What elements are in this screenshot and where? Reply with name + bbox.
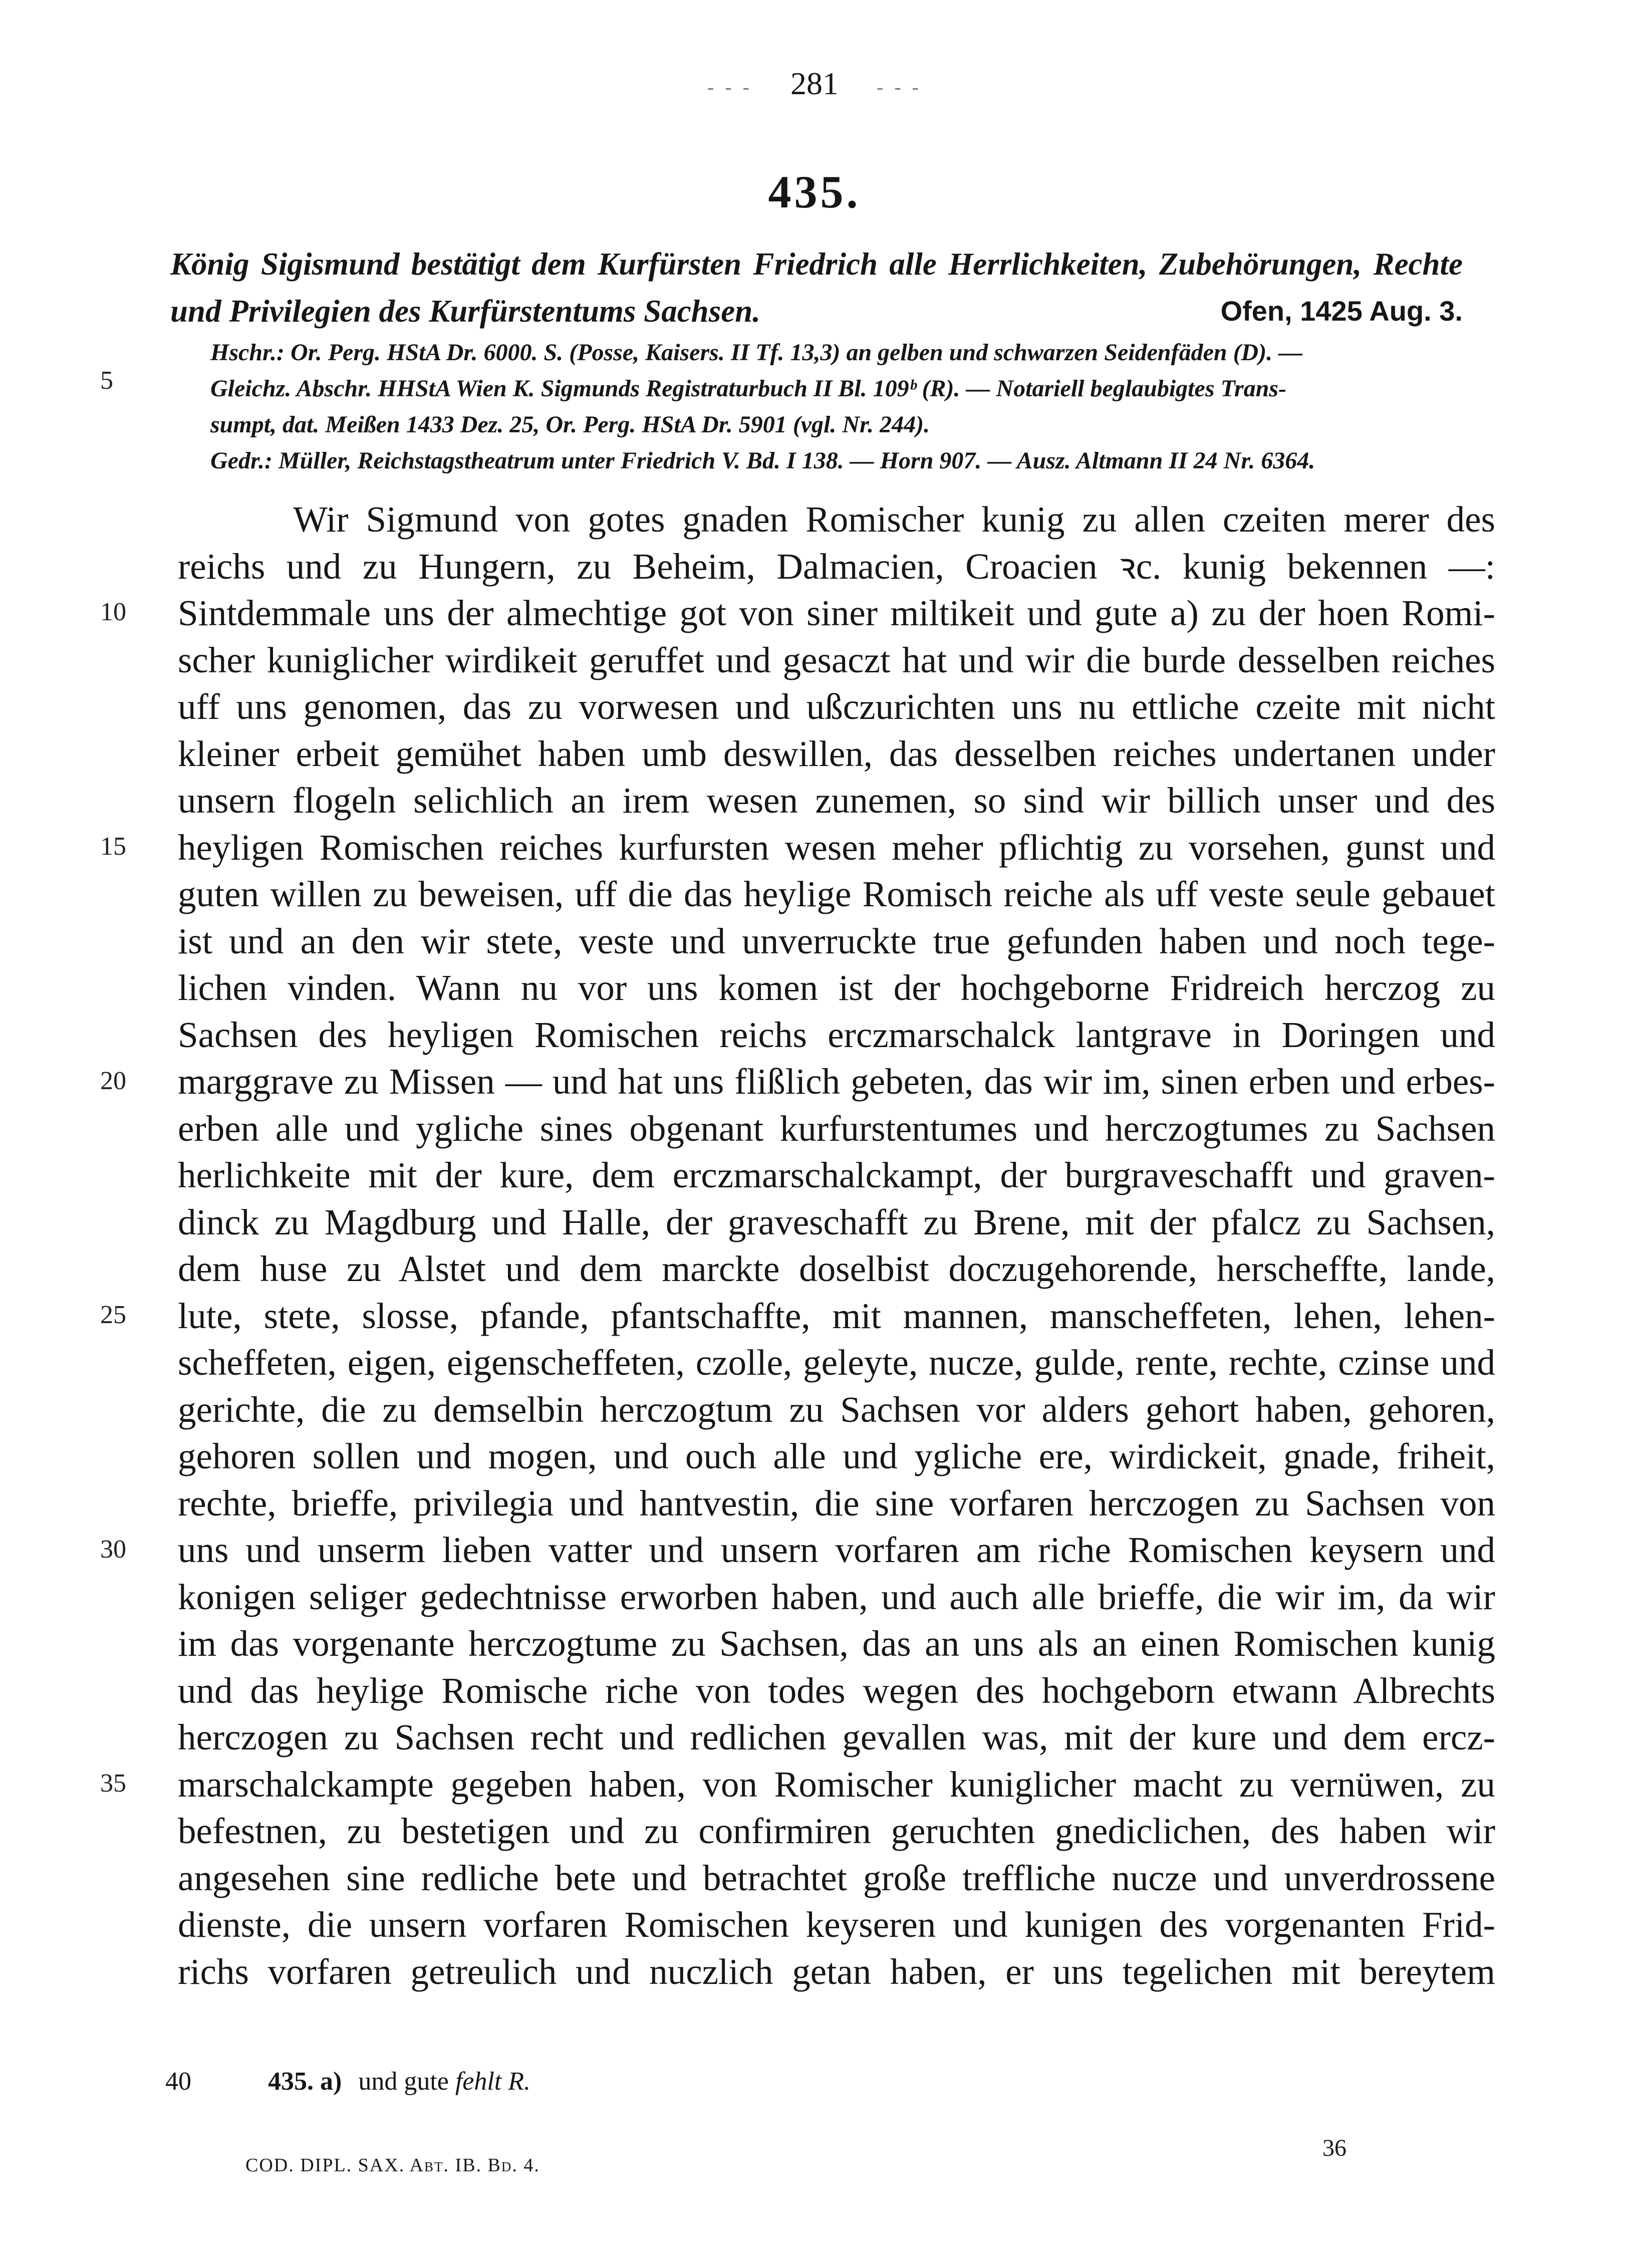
apparatus-line-4: Gedr.: Müller, Reichstagstheatrum unter Friedrich V. Bd. I 138. — Horn 907. — Ausz. Altmann II 24 Nr. 6364. <box>210 447 1315 474</box>
text-line: rechte, brieffe, privilegia und hantvestin, die sine vorfaren herczogen zu Sachsen von <box>178 1482 1495 1524</box>
text-line: Sachsen des heyligen Romischen reichs erczmarschalck lantgrave in Doringen und <box>178 1014 1495 1055</box>
apparatus-line-1: Hschr.: Or. Perg. HStA Dr. 6000. S. (Posse, Kaisers. II Tf. 13,3) an gelben und schwarzen Seidenfäden (D). — <box>210 339 1303 366</box>
document-number: 435. <box>768 166 861 217</box>
text-line: dienste, die unsern vorfaren Romischen keyseren und kunigen des vorgenanten Frid- <box>178 1904 1495 1945</box>
text-line: richs vorfaren getreulich und nuczlich getan haben, er uns tegelichen mit bereytem <box>178 1951 1495 1992</box>
header-rule-left: - - - <box>707 75 752 98</box>
text-line: Wir Sigmund von gotes gnaden Romischer kunig zu allen czeiten merer des <box>293 499 1495 540</box>
apparatus-line-2: Gleichz. Abschr. HHStA Wien K. Sigmunds Registraturbuch II Bl. 109ᵇ (R). — Notariell beglaubigtes Trans- <box>210 375 1287 402</box>
text-line: ist und an den wir stete, veste und unverruckte true gefunden haben und noch tege- <box>178 920 1495 961</box>
text-line: marschalckampte gegeben haben, von Romischer kuniglicher macht zu vernüwen, zu <box>178 1763 1495 1805</box>
regest <box>170 240 1463 335</box>
text-line: unsern flogeln selichlich an irem wesen zunemen, so sind wir billich unser und des <box>178 780 1495 821</box>
line-number-30: 30 <box>100 1535 126 1564</box>
footnote-text: und gute <box>358 2067 449 2096</box>
text-line: marggrave zu Missen — und hat uns flißlich gebeten, das wir im, sinen erben und erbes- <box>178 1061 1495 1102</box>
text-line: herlichkeite mit der kure, dem erczmarschalckampt, der burgraveschafft und graven- <box>178 1155 1495 1195</box>
line-number-15: 15 <box>100 832 126 861</box>
sheet-number: 36 <box>1322 2135 1346 2161</box>
regest-line-2-text: und Privilegien des Kurfürstentums Sachsen. <box>170 294 760 329</box>
text-line: guten willen zu beweisen, uff die das heylige Romisch reiche als uff veste seule gebauet <box>178 874 1495 914</box>
footnote <box>165 2067 530 2096</box>
footnote-italic-text: fehlt R. <box>455 2067 531 2096</box>
line-number-5: 5 <box>100 366 113 395</box>
text-line: reichs und zu Hungern, zu Beheim, Dalmacien, Croacien ꝛc. kunig bekennen —: <box>178 546 1495 587</box>
text-line: herczogen zu Sachsen recht und redlichen gevallen was, mit der kure und dem ercz- <box>178 1717 1495 1757</box>
regest-line-2 <box>170 288 1463 335</box>
line-number-10: 10 <box>100 598 126 626</box>
apparatus-line-3: sumpt, dat. Meißen 1433 Dez. 25, Or. Perg. HStA Dr. 5901 (vgl. Nr. 244). <box>210 411 930 438</box>
text-line: dinck zu Magdburg und Halle, der graveschafft zu Brene, mit der pfalcz zu Sachsen, <box>178 1201 1495 1242</box>
text-line: befestnen, zu bestetigen und zu confirmiren geruchten gnediclichen, des haben wir <box>178 1811 1495 1851</box>
line-number-35: 35 <box>100 1769 126 1798</box>
charter-text <box>178 496 1495 1995</box>
text-line: gehoren sollen und mogen, und ouch alle und ygliche ere, wirdickeit, gnade, friheit, <box>178 1436 1495 1476</box>
text-line: uff uns genomen, das zu vorwesen und ußczurichten uns nu ettliche czeite mit nicht <box>178 686 1495 727</box>
text-line: scheffeten, eigen, eigenscheffeten, czolle, geleyte, nucze, gulde, rente, rechte, czinse und <box>178 1342 1495 1383</box>
text-line: im das vorgenante herczogtume zu Sachsen, das an uns als an einen Romischen kunig <box>178 1623 1495 1664</box>
volume-signature: COD. DIPL. SAX. Abt. IB. Bd. 4. <box>245 2155 540 2176</box>
text-line: konigen seliger gedechtnisse erworben haben, und auch alle brieffe, die wir im, da wir <box>178 1576 1495 1617</box>
line-number-40: 40 <box>165 2067 191 2096</box>
line-number-25: 25 <box>100 1301 126 1329</box>
text-line: heyligen Romischen reiches kurfursten wesen meher pflichtig zu vorsehen, gunst und <box>178 827 1495 868</box>
footnote-reference: 435. a) <box>268 2067 342 2096</box>
source-apparatus <box>210 335 1483 479</box>
text-line: lute, stete, slosse, pfande, pfantschaffte, mit mannen, manscheffeten, lehen, lehen- <box>178 1295 1495 1336</box>
text-line: lichen vinden. Wann nu vor uns komen ist der hochgeborne Fridreich herczog zu <box>178 967 1495 1008</box>
text-line: gerichte, die zu demselbin herczogtum zu Sachsen vor alders gehort haben, gehoren, <box>178 1389 1495 1430</box>
text-line: dem huse zu Alstet und dem marckte doselbist doczugehorende, herscheffte, lande, <box>178 1248 1495 1289</box>
regest-line-1: König Sigismund bestätigt dem Kurfürsten Friedrich alle Herrlichkeiten, Zubehörungen, Rechte <box>170 246 1463 282</box>
page-header <box>0 65 1629 102</box>
header-rule-right: - - - <box>877 75 922 98</box>
text-line: und das heylige Romische riche von todes wegen des hochgeborn etwann Albrechts <box>178 1670 1495 1711</box>
text-line: uns und unserm lieben vatter und unsern vorfaren am riche Romischen keysern und <box>178 1530 1495 1570</box>
text-line: scher kuniglicher wirdikeit geruffet und gesaczt hat und wir die burde desselben reiches <box>178 639 1495 680</box>
page-number: 281 <box>790 66 839 101</box>
text-line: angesehen sine redliche bete und betrachtet große treffliche nucze und unverdrossene <box>178 1857 1495 1898</box>
place-date: Ofen, 1425 Aug. 3. <box>1220 295 1463 327</box>
text-line: Sintdemmale uns der almechtige got von siner miltikeit und gute a) zu der hoen Romi- <box>178 593 1495 633</box>
text-line: erben alle und ygliche sines obgenant kurfurstentumes und herczogtumes zu Sachsen <box>178 1108 1495 1149</box>
line-number-20: 20 <box>100 1067 126 1095</box>
text-line: kleiner erbeit gemühet haben umb deswillen, das desselben reiches undertanen under <box>178 733 1495 774</box>
